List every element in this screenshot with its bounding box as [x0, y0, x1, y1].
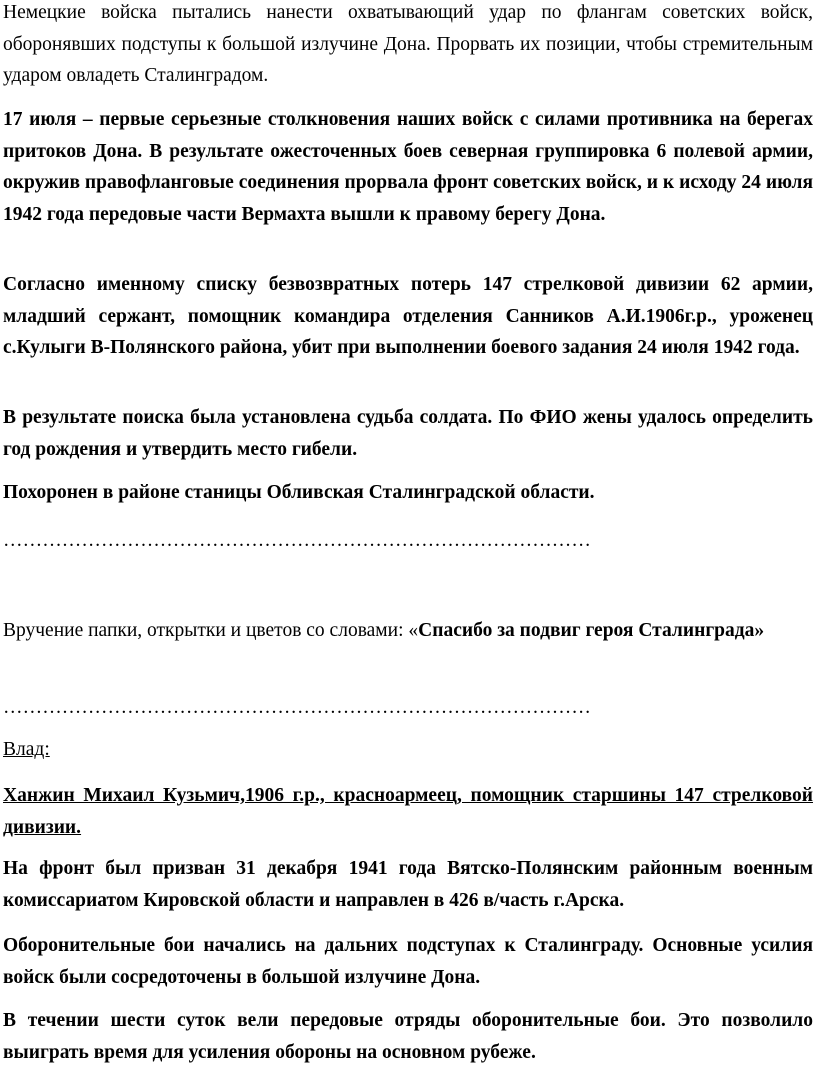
paragraph-july-17-battles: 17 июля – первые серьезные столкновения наших войск с силами противника на берегах притоков Дона. В результате ожесточенных боев северная группировка 6 полевой армии, окружив правофланговые соединения прорвала фронт советских войск, и к исходу 24 июля 1942 года передовые части Вермахта вышли к правому берегу Дона.: [3, 109, 813, 225]
paragraph-six-days: В течении шести суток вели передовые отряды оборонительные бои. Это позволило выиграть время для усиления обороны на основном рубеже.: [3, 1010, 813, 1063]
award-quote: Спасибо за подвиг героя Сталинграда»: [418, 620, 765, 641]
dotted-separator: ………………………………………………………………………………: [3, 697, 591, 718]
paragraph-german-offensive: Немецкие войска пытались нанести охватывающий удар по флангам советских войск, оборонявших подступы к большой излучине Дона. Прорвать их позиции, чтобы стремительным ударом овладеть Сталинградом.: [3, 2, 813, 86]
paragraph-award-ceremony: [3, 615, 813, 647]
paragraph-defensive-battles: Оборонительные бои начались на дальних подступах к Сталинграду. Основные усилия войск были сосредоточены в большой излучине Дона.: [3, 935, 813, 988]
paragraph-loss-list: Согласно именному списку безвозвратных потерь 147 стрелковой дивизии 62 армии, младший сержант, помощник командира отделения Санников А.И.1906г.р., уроженец с.Кулыги В-Полянского района, убит при выполнении боевого задания 24 июля 1942 года.: [3, 274, 813, 358]
speaker-label: Влад:: [3, 739, 50, 760]
paragraph-burial-place: Похоронен в районе станицы Обливская Сталинградской области.: [3, 482, 595, 503]
award-text: Вручение папки, открытки и цветов со словами: «: [3, 620, 419, 641]
paragraph-conscription: На фронт был призван 31 декабря 1941 года Вятско-Полянским районным военным комиссариатом Кировской области и направлен в 426 в/часть г.Арска.: [3, 858, 813, 911]
paragraph-search-result: В результате поиска была установлена судьба солдата. По ФИО жены удалось определить год рождения и утвердить место гибели.: [3, 407, 813, 460]
paragraph-soldier-name: Ханжин Михаил Кузьмич,1906 г.р., красноармеец, помощник старшины 147 стрелковой дивизии.: [3, 785, 813, 838]
dotted-separator: ………………………………………………………………………………: [3, 530, 591, 551]
